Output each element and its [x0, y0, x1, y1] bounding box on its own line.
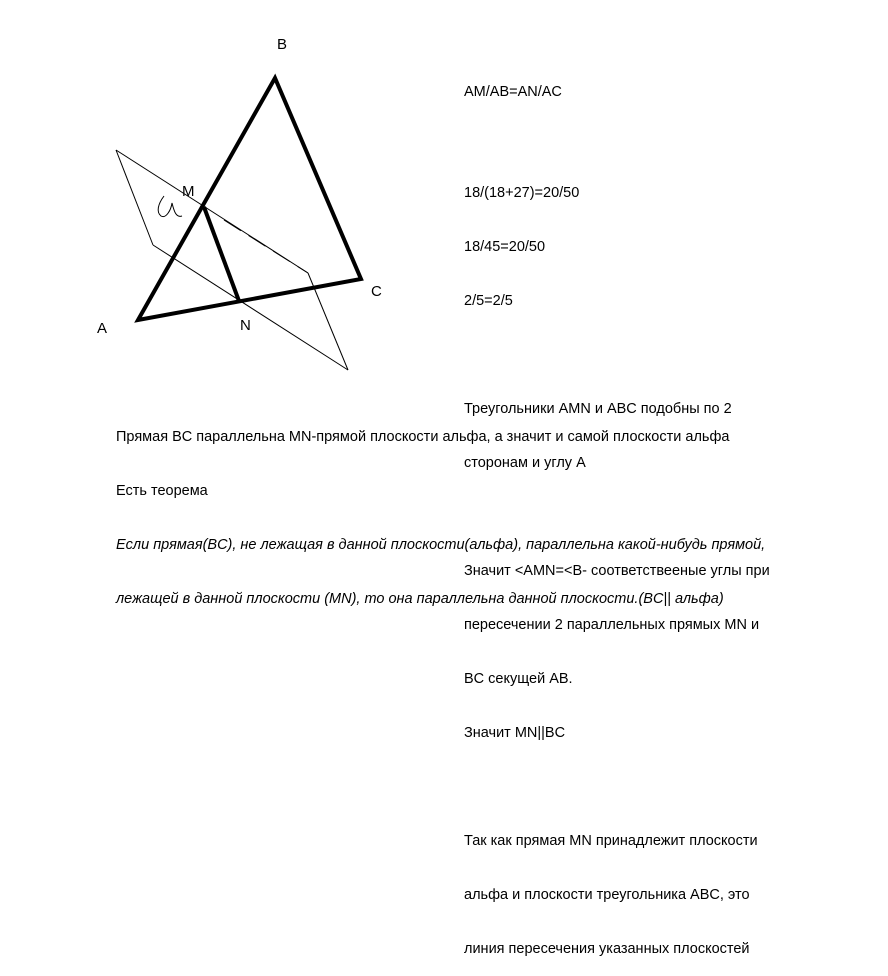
- theorem-line-2: лежащей в данной плоскости (MN), то она параллельна данной плоскости.(BC|| альфа): [116, 591, 724, 607]
- intersection-line-2: альфа и плоскости треугольника ABC, это: [464, 887, 750, 903]
- parallel-line: Значит MN||BC: [464, 725, 566, 741]
- plane-edge-left: [116, 150, 153, 245]
- triangle-abc: [138, 78, 361, 320]
- angle-line-2: пересечении 2 параллельных прямых MN и: [464, 617, 760, 633]
- angle-line-1: Значит <AMN=<B- соответствееные углы при: [464, 563, 770, 579]
- angle-line-3: BC секущей AB.: [464, 671, 573, 687]
- theorem-line-1: Если прямая(BC), не лежащая в данной плоскости(альфа), параллельна какой-нибудь прямой,: [116, 537, 766, 553]
- conclusion-line-1: Прямая BC параллельна MN-прямой плоскости альфа, а значит и самой плоскости альфа: [116, 429, 730, 445]
- intersection-line-3: линия пересечения указанных плоскостей: [464, 941, 750, 957]
- alpha-symbol: [158, 196, 182, 217]
- point-label-c: C: [371, 283, 382, 300]
- calc-line-1: 18/(18+27)=20/50: [464, 185, 580, 201]
- ratio-equation: AM/AB=AN/AC: [464, 84, 562, 100]
- conclusion-text: [116, 392, 765, 626]
- segment-mn: [204, 207, 239, 301]
- point-label-a: A: [97, 320, 108, 337]
- similarity-line-2: сторонам и углу А: [464, 455, 586, 471]
- point-label-m: M: [182, 183, 195, 200]
- plane-alpha: [116, 150, 348, 370]
- calc-line-2: 18/45=20/50: [464, 239, 546, 255]
- similarity-line-1: Треугольники AMN и ABC подобны по 2: [464, 401, 732, 417]
- plane-edge-bottom: [153, 245, 348, 370]
- calc-line-3: 2/5=2/5: [464, 293, 513, 309]
- intersection-line-1: Так как прямая MN принадлежит плоскости: [464, 833, 758, 849]
- point-label-n: N: [240, 317, 251, 334]
- conclusion-line-2: Есть теорема: [116, 483, 208, 499]
- point-label-b: B: [277, 36, 288, 53]
